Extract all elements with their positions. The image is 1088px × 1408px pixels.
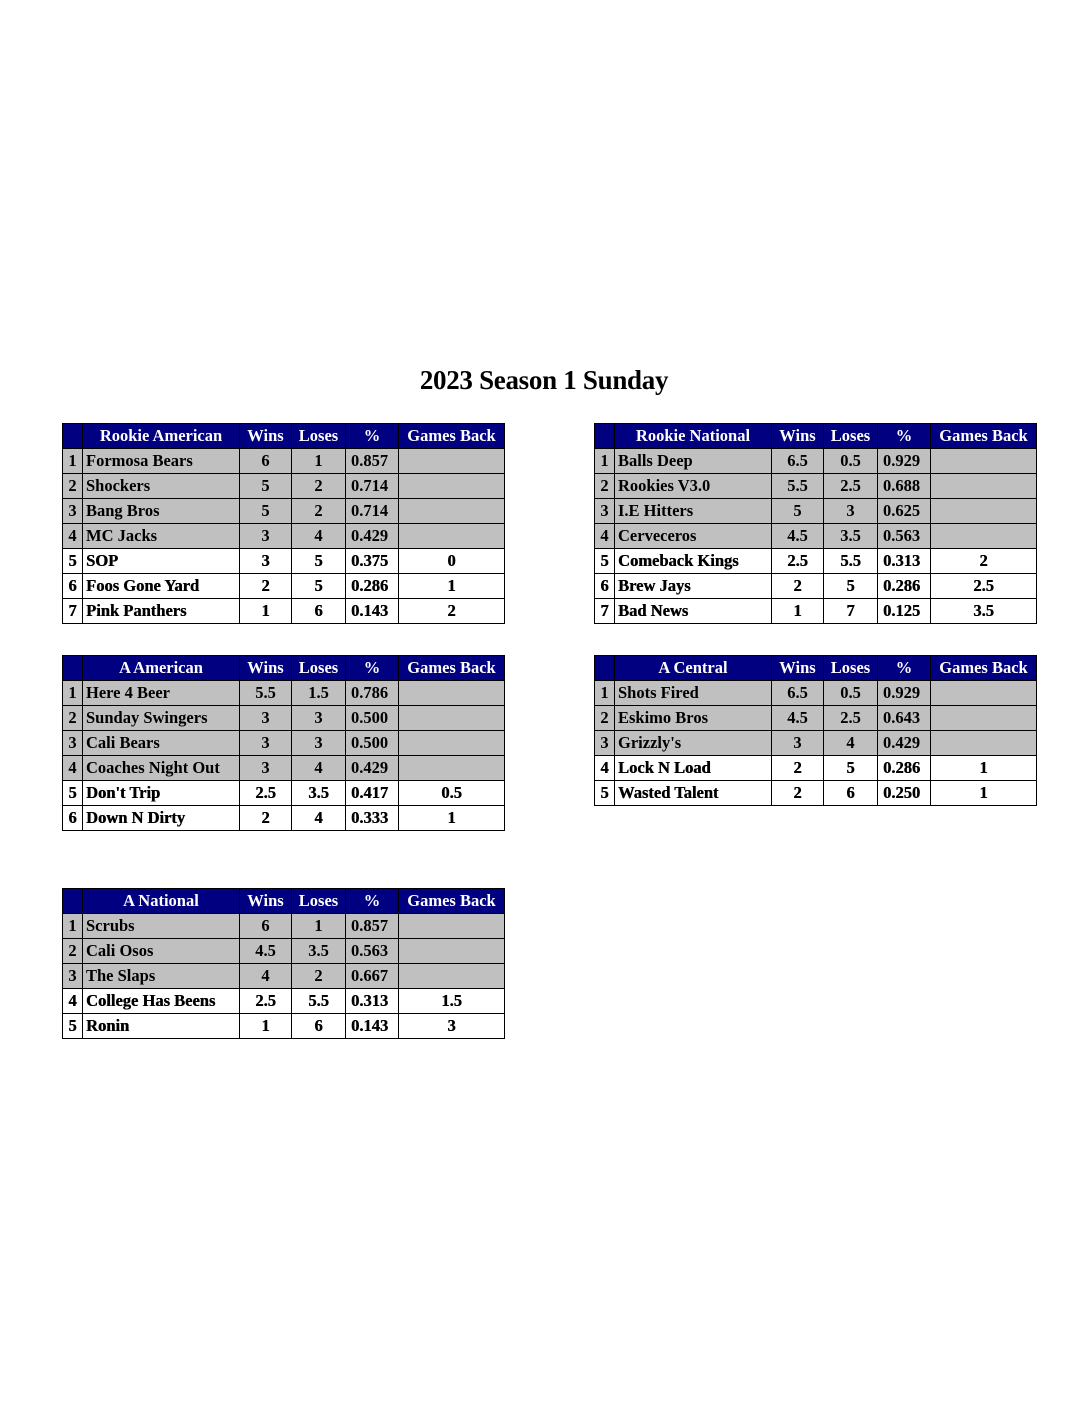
pct-cell: 0.563 [878,524,931,549]
wins-header: Wins [772,656,824,681]
team-name-cell: Bang Bros [83,499,240,524]
team-name-cell: Cerveceros [615,524,772,549]
team-name-cell: Rookies V3.0 [615,474,772,499]
loses-cell: 6 [824,781,878,806]
rank-cell: 3 [63,731,83,756]
rank-cell: 3 [63,964,83,989]
team-name-cell: Don't Trip [83,781,240,806]
rank-cell: 2 [63,706,83,731]
rank-header [595,424,615,449]
games-back-cell [931,731,1037,756]
loses-cell: 2.5 [824,474,878,499]
loses-cell: 4 [292,806,346,831]
table-row [63,449,505,474]
team-name-cell: The Slaps [83,964,240,989]
team-name-cell: Ronin [83,1014,240,1039]
standings-table-a-central [594,655,1037,806]
games-back-header: Games Back [399,889,505,914]
standings-table-a-national [62,888,505,1039]
pct-cell: 0.500 [346,731,399,756]
pct-cell: 0.667 [346,964,399,989]
loses-header: Loses [292,424,346,449]
table-row [595,449,1037,474]
games-back-cell [399,524,505,549]
loses-header: Loses [824,656,878,681]
loses-cell: 2 [292,474,346,499]
rank-cell: 3 [63,499,83,524]
rank-cell: 6 [63,806,83,831]
games-back-cell [399,914,505,939]
table-row [595,499,1037,524]
games-back-cell [399,756,505,781]
wins-cell: 3 [240,706,292,731]
wins-header: Wins [240,424,292,449]
loses-cell: 5 [824,574,878,599]
pct-cell: 0.333 [346,806,399,831]
pct-cell: 0.857 [346,914,399,939]
division-name: Rookie American [83,424,240,449]
table-row [63,599,505,624]
team-name-cell: SOP [83,549,240,574]
wins-cell: 6.5 [772,681,824,706]
loses-header: Loses [292,889,346,914]
wins-cell: 2 [772,781,824,806]
loses-cell: 3.5 [292,939,346,964]
table-row [63,524,505,549]
pct-cell: 0.143 [346,1014,399,1039]
pct-header: % [878,424,931,449]
wins-cell: 5 [772,499,824,524]
rank-header [63,424,83,449]
loses-cell: 4 [292,524,346,549]
pct-header: % [346,424,399,449]
wins-cell: 1 [240,599,292,624]
games-back-cell: 1 [399,806,505,831]
wins-cell: 4.5 [772,524,824,549]
wins-cell: 3 [240,731,292,756]
standings-table-rookie-american [62,423,505,624]
loses-cell: 3 [292,706,346,731]
games-back-cell: 2 [931,549,1037,574]
loses-cell: 6 [292,1014,346,1039]
table-row [63,731,505,756]
wins-cell: 1 [772,599,824,624]
games-back-cell [931,524,1037,549]
team-name-cell: Sunday Swingers [83,706,240,731]
games-back-cell [399,731,505,756]
games-back-cell: 1.5 [399,989,505,1014]
pct-cell: 0.625 [878,499,931,524]
pct-cell: 0.429 [346,756,399,781]
wins-cell: 4.5 [240,939,292,964]
loses-cell: 1 [292,914,346,939]
games-back-cell [931,474,1037,499]
rank-cell: 7 [595,599,615,624]
wins-cell: 2 [772,574,824,599]
table-row [63,681,505,706]
pct-cell: 0.286 [878,574,931,599]
games-back-cell [399,706,505,731]
team-name-cell: MC Jacks [83,524,240,549]
pct-cell: 0.857 [346,449,399,474]
rank-cell: 4 [595,524,615,549]
team-name-cell: Down N Dirty [83,806,240,831]
pct-cell: 0.375 [346,549,399,574]
loses-cell: 2.5 [824,706,878,731]
rank-cell: 7 [63,599,83,624]
loses-cell: 3.5 [292,781,346,806]
table-row [63,914,505,939]
games-back-cell [399,681,505,706]
wins-cell: 6 [240,449,292,474]
standings-table-rookie-national [594,423,1037,624]
pct-cell: 0.417 [346,781,399,806]
pct-cell: 0.286 [346,574,399,599]
table-row [63,549,505,574]
loses-cell: 5.5 [824,549,878,574]
table-row [595,474,1037,499]
games-back-cell [931,706,1037,731]
wins-cell: 4 [240,964,292,989]
wins-cell: 2 [772,756,824,781]
rank-cell: 6 [63,574,83,599]
games-back-cell: 2 [399,599,505,624]
wins-cell: 3 [240,549,292,574]
wins-header: Wins [240,656,292,681]
wins-cell: 2 [240,806,292,831]
rank-cell: 5 [595,549,615,574]
table-row [63,964,505,989]
header-row [63,889,505,914]
wins-header: Wins [772,424,824,449]
wins-cell: 5.5 [772,474,824,499]
rank-cell: 2 [595,706,615,731]
games-back-cell [931,499,1037,524]
table-row [63,806,505,831]
team-name-cell: Foos Gone Yard [83,574,240,599]
table-row [63,939,505,964]
team-name-cell: Pink Panthers [83,599,240,624]
wins-cell: 5 [240,499,292,524]
wins-header: Wins [240,889,292,914]
rank-cell: 2 [63,939,83,964]
pct-cell: 0.429 [878,731,931,756]
wins-cell: 4.5 [772,706,824,731]
rank-cell: 5 [63,1014,83,1039]
rank-header [595,656,615,681]
table-row [63,574,505,599]
rank-cell: 2 [595,474,615,499]
rank-cell: 5 [595,781,615,806]
division-name: A American [83,656,240,681]
pct-header: % [346,656,399,681]
team-name-cell: I.E Hitters [615,499,772,524]
rank-cell: 3 [595,731,615,756]
rank-cell: 4 [63,989,83,1014]
table-row [63,989,505,1014]
games-back-cell [399,939,505,964]
team-name-cell: Grizzly's [615,731,772,756]
loses-header: Loses [292,656,346,681]
loses-cell: 7 [824,599,878,624]
loses-cell: 2 [292,499,346,524]
pct-cell: 0.929 [878,681,931,706]
loses-cell: 1 [292,449,346,474]
rank-header [63,656,83,681]
loses-cell: 4 [824,731,878,756]
pct-cell: 0.143 [346,599,399,624]
team-name-cell: Here 4 Beer [83,681,240,706]
loses-cell: 6 [292,599,346,624]
division-name: A Central [615,656,772,681]
team-name-cell: Lock N Load [615,756,772,781]
team-name-cell: Scrubs [83,914,240,939]
games-back-cell: 3.5 [931,599,1037,624]
loses-cell: 0.5 [824,681,878,706]
wins-cell: 6.5 [772,449,824,474]
table-row [595,781,1037,806]
table-row [63,1014,505,1039]
games-back-cell [931,449,1037,474]
loses-cell: 3 [824,499,878,524]
team-name-cell: Cali Osos [83,939,240,964]
games-back-cell: 2.5 [931,574,1037,599]
rank-cell: 5 [63,781,83,806]
pct-cell: 0.714 [346,474,399,499]
pct-cell: 0.286 [878,756,931,781]
rank-cell: 1 [63,914,83,939]
wins-cell: 3 [772,731,824,756]
wins-cell: 5 [240,474,292,499]
rank-cell: 2 [63,474,83,499]
games-back-cell [399,474,505,499]
games-back-header: Games Back [931,424,1037,449]
rank-cell: 1 [595,681,615,706]
pct-cell: 0.125 [878,599,931,624]
team-name-cell: Formosa Bears [83,449,240,474]
games-back-header: Games Back [931,656,1037,681]
loses-cell: 0.5 [824,449,878,474]
team-name-cell: Bad News [615,599,772,624]
games-back-cell: 0 [399,549,505,574]
pct-cell: 0.429 [346,524,399,549]
team-name-cell: Cali Bears [83,731,240,756]
rank-cell: 4 [63,756,83,781]
games-back-cell: 1 [399,574,505,599]
table-row [595,549,1037,574]
wins-cell: 1 [240,1014,292,1039]
table-row [595,524,1037,549]
loses-cell: 3 [292,731,346,756]
team-name-cell: Shockers [83,474,240,499]
team-name-cell: Brew Jays [615,574,772,599]
rank-cell: 4 [595,756,615,781]
team-name-cell: Comeback Kings [615,549,772,574]
table-row [63,474,505,499]
pct-cell: 0.929 [878,449,931,474]
header-row [595,424,1037,449]
pct-cell: 0.688 [878,474,931,499]
table-row [595,681,1037,706]
loses-cell: 3.5 [824,524,878,549]
pct-header: % [346,889,399,914]
loses-cell: 1.5 [292,681,346,706]
pct-cell: 0.714 [346,499,399,524]
wins-cell: 6 [240,914,292,939]
header-row [63,656,505,681]
wins-cell: 2.5 [240,989,292,1014]
loses-cell: 4 [292,756,346,781]
table-row [63,499,505,524]
wins-cell: 2.5 [772,549,824,574]
wins-cell: 3 [240,756,292,781]
games-back-cell: 1 [931,781,1037,806]
games-back-cell [399,449,505,474]
loses-cell: 5 [824,756,878,781]
games-back-cell [931,681,1037,706]
loses-cell: 5.5 [292,989,346,1014]
games-back-header: Games Back [399,424,505,449]
team-name-cell: Coaches Night Out [83,756,240,781]
page-title: 2023 Season 1 Sunday [419,365,669,395]
header-row [595,656,1037,681]
table-row [595,599,1037,624]
rank-cell: 1 [595,449,615,474]
pct-cell: 0.500 [346,706,399,731]
table-row [595,731,1037,756]
games-back-cell: 1 [931,756,1037,781]
pct-cell: 0.250 [878,781,931,806]
table-row [63,781,505,806]
wins-cell: 5.5 [240,681,292,706]
wins-cell: 2 [240,574,292,599]
games-back-cell: 0.5 [399,781,505,806]
team-name-cell: College Has Beens [83,989,240,1014]
games-back-cell [399,964,505,989]
rank-cell: 1 [63,449,83,474]
standings-table-a-american [62,655,505,831]
pct-cell: 0.643 [878,706,931,731]
pct-cell: 0.563 [346,939,399,964]
table-row [595,574,1037,599]
loses-cell: 5 [292,549,346,574]
loses-cell: 5 [292,574,346,599]
wins-cell: 3 [240,524,292,549]
team-name-cell: Eskimo Bros [615,706,772,731]
pct-cell: 0.786 [346,681,399,706]
team-name-cell: Shots Fired [615,681,772,706]
rank-cell: 3 [595,499,615,524]
team-name-cell: Balls Deep [615,449,772,474]
table-row [595,756,1037,781]
games-back-cell: 3 [399,1014,505,1039]
team-name-cell: Wasted Talent [615,781,772,806]
table-row [595,706,1037,731]
pct-cell: 0.313 [878,549,931,574]
division-name: A National [83,889,240,914]
rank-cell: 1 [63,681,83,706]
table-row [63,756,505,781]
wins-cell: 2.5 [240,781,292,806]
rank-cell: 5 [63,549,83,574]
loses-header: Loses [824,424,878,449]
loses-cell: 2 [292,964,346,989]
table-row [63,706,505,731]
header-row [63,424,505,449]
games-back-cell [399,499,505,524]
pct-cell: 0.313 [346,989,399,1014]
rank-cell: 6 [595,574,615,599]
rank-header [63,889,83,914]
games-back-header: Games Back [399,656,505,681]
pct-header: % [878,656,931,681]
division-name: Rookie National [615,424,772,449]
rank-cell: 4 [63,524,83,549]
